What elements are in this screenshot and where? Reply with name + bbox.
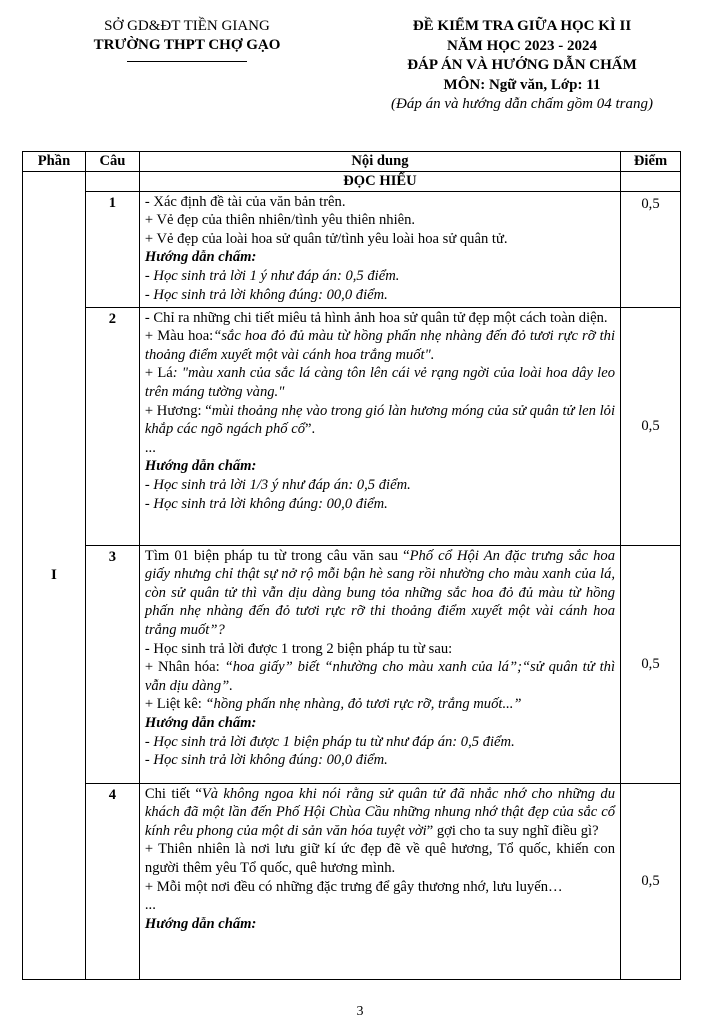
question-number: 1	[85, 191, 139, 307]
content-line	[145, 695, 615, 714]
question-content	[139, 783, 620, 979]
school-year: NĂM HỌC 2023 - 2024	[447, 37, 597, 54]
table-header-row	[23, 152, 681, 172]
content-line	[145, 785, 615, 841]
grading-line: - Học sinh trả lời 1 ý như đáp án: 0,5 điểm.	[144, 267, 400, 284]
table-row	[23, 191, 681, 307]
table-row	[23, 783, 681, 979]
ellipsis: ...	[144, 897, 156, 914]
question-score: 0,5	[621, 783, 681, 979]
grading-line: - Học sinh trả lời không đúng: 00,0 điểm.	[144, 286, 388, 303]
content-line: + Thiên nhiên là nơi lưu giữ kí ức đẹp đẽ về quê hương, Tổ quốc, khiến con người thêm yêu Tổ quốc, quê hương mình.	[144, 841, 616, 876]
grading-line: - Học sinh trả lời không đúng: 00,0 điểm.	[144, 752, 388, 769]
col-header-diem: Điểm	[621, 152, 681, 172]
quote-text: “hoa giấy” biết “nhường cho màu xanh của lá”;“sử quân tử thì vẫn dịu dàng”.	[144, 659, 616, 694]
quote-text: “hồng phấn nhẹ nhàng, đỏ tươi rực rỡ, trắng muốt...”	[205, 696, 522, 713]
col-header-noidung: Nội dung	[139, 152, 620, 172]
content-line	[145, 547, 615, 640]
quote-text: “sắc hoa đỏ đủ màu từ hồng phấn nhẹ nhàng đến đỏ tươi rực rỡ thi thoảng điểm xuyết một vài cánh hoa trắng muốt".	[144, 328, 616, 363]
answer-key-title: ĐÁP ÁN VÀ HƯỚNG DẪN CHẤM	[407, 57, 637, 73]
content-label: + Hương: “	[144, 402, 212, 419]
quote-text: mùi thoảng nhẹ vào trong gió làn hương móng của sử quân tử len lỏi khắp các ngõ ngách phố cổ	[144, 402, 616, 438]
header-right	[352, 17, 692, 115]
content-line	[145, 364, 615, 401]
content-line: - Xác định đề tài của văn bản trên.	[144, 193, 346, 210]
content-line: - Học sinh trả lời được 1 trong 2 biện pháp tu từ sau:	[144, 640, 453, 657]
col-header-phan: Phần	[23, 152, 86, 172]
grading-line: - Học sinh trả lời 1/3 ý như đáp án: 0,5 điểm.	[144, 476, 411, 493]
question-score: 0,5	[621, 545, 681, 783]
quote-text: Phố cổ Hội An đặc trưng sắc hoa giấy nhưng chỉ thật sự nở rộ mỗi bận hè sang rồi nhường cho màu xanh của lá, còn sử quân tử thì vẫn dịu dàng bung tỏa những sắc hoa đỏ đủ màu từ hồng phấn nhẹ nhàng đến đỏ tươi rực rỡ thi thoảng điểm xuyết một vài cánh hoa trắng muốt”?	[144, 547, 616, 638]
quote-text: : "màu xanh của sắc lá càng tôn lên cái vẻ rạng ngời của loài hoa dây leo trên máng tường vàng."	[144, 365, 616, 400]
grading-line: - Học sinh trả lời được 1 biện pháp tu từ như đáp án: 0,5 điểm.	[144, 733, 515, 750]
content-label: + Liệt kê:	[144, 696, 206, 713]
quote-text: Và không ngoa khi nói rằng sử quân tử đã nhắc nhớ cho những du khách đã một lần đến Phố Hội Chùa Cầu những nhung nhớ thật đẹp của sắc cổ kính rêu phong của một di sản văn hóa tuyệt vời	[144, 785, 616, 839]
question-score: 0,5	[621, 307, 681, 545]
content-line	[145, 327, 615, 364]
content-label: Tìm 01 biện pháp tu từ trong câu văn sau “	[144, 547, 410, 564]
section-empty-cell	[85, 172, 139, 192]
page-number: 3	[356, 1004, 364, 1019]
content-label: + Nhân hóa:	[144, 659, 225, 676]
content-line: - Chỉ ra những chi tiết miêu tả hình ảnh hoa sử quân tử đẹp một cách toàn diện.	[144, 309, 608, 326]
section-title: ĐỌC HIỂU	[139, 172, 620, 192]
content-label: + Lá	[144, 365, 173, 382]
grading-guide-heading: Hướng dẫn chấm:	[144, 458, 257, 475]
question-content	[139, 545, 620, 783]
header-left	[62, 17, 312, 62]
school-name: TRƯỜNG THPT CHỢ GẠO	[93, 37, 281, 53]
grading-line: - Học sinh trả lời không đúng: 00,0 điểm.	[144, 495, 388, 512]
grading-guide-heading: Hướng dẫn chấm:	[144, 714, 257, 731]
table-row	[23, 307, 681, 545]
question-content	[139, 307, 620, 545]
content-line: + Vẻ đẹp của loài hoa sử quân tử/tình yêu loài hoa sử quân tử.	[144, 230, 508, 247]
question-score: 0,5	[621, 191, 681, 307]
content-label: + Màu hoa:	[144, 328, 214, 345]
subject-grade: MÔN: Ngữ văn, Lớp: 11	[443, 76, 601, 93]
phan-cell: I	[23, 172, 86, 980]
col-header-cau: Câu	[85, 152, 139, 172]
content-line: + Mỗi một nơi đều có những đặc trưng để gây thương nhớ, lưu luyến…	[144, 878, 563, 895]
question-number: 4	[85, 783, 139, 979]
content-line	[145, 658, 615, 695]
header-divider	[127, 61, 247, 62]
grading-guide-heading: Hướng dẫn chấm:	[144, 249, 257, 266]
grading-guide-heading: Hướng dẫn chấm:	[144, 915, 257, 932]
department-name: SỞ GD&ĐT TIỀN GIANG	[104, 18, 270, 34]
section-empty-score	[621, 172, 681, 192]
question-number: 3	[85, 545, 139, 783]
content-line	[145, 402, 615, 439]
exam-title: ĐỀ KIỂM TRA GIỮA HỌC KÌ II	[412, 18, 632, 34]
table-row	[23, 545, 681, 783]
ellipsis: ...	[144, 439, 156, 456]
content-label: Chi tiết “	[144, 785, 202, 802]
content-line: + Vẻ đẹp của thiên nhiên/tình yêu thiên nhiên.	[144, 212, 416, 229]
page-count-note: (Đáp án và hướng dẫn chấm gồm 04 trang)	[391, 96, 653, 112]
question-content	[139, 191, 620, 307]
content-label: ”.	[305, 421, 316, 438]
question-number: 2	[85, 307, 139, 545]
answer-table	[22, 151, 681, 980]
section-row	[23, 172, 681, 192]
content-label: ” gợi cho ta suy nghĩ điều gì?	[426, 822, 599, 839]
